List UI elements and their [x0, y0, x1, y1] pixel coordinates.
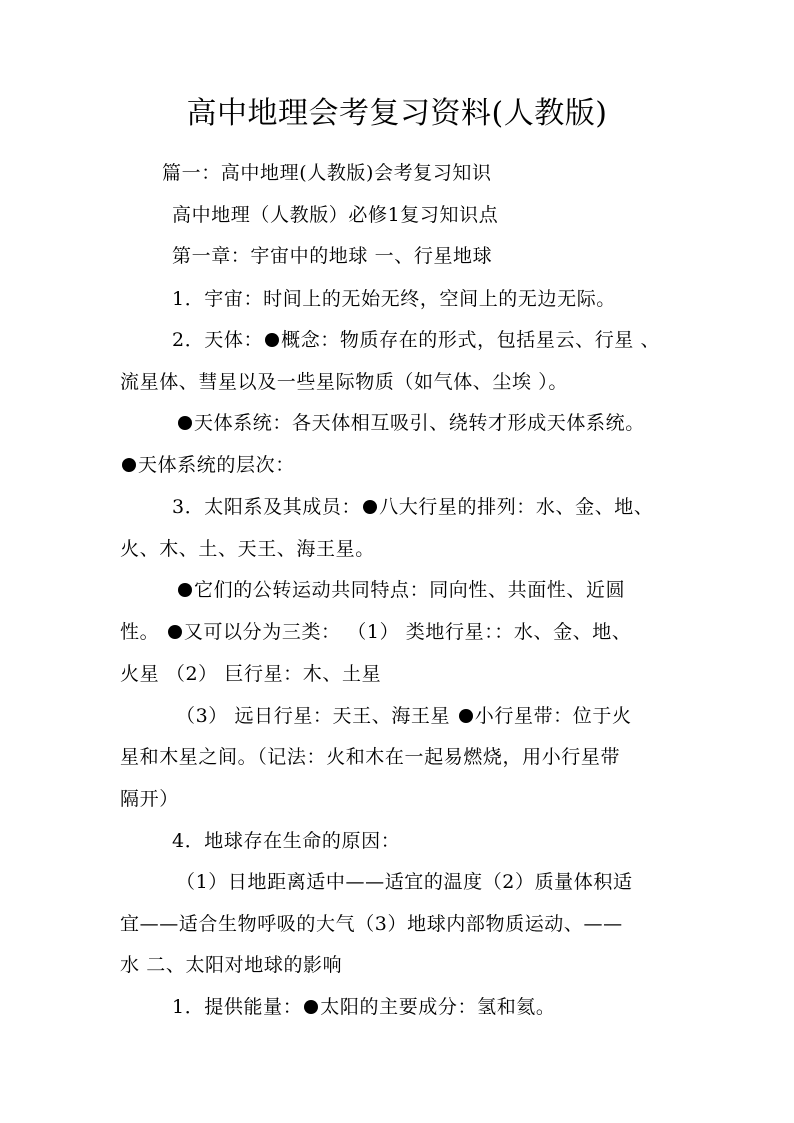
section-heading: 篇一：高中地理(人教版)会考复习知识 — [162, 162, 492, 184]
paragraph-text: 八大行星的排列：水、金、地、 — [379, 496, 654, 518]
paragraph-lead: 1．提供能量： — [172, 996, 303, 1018]
paragraph-life-reasons: 4．地球存在生命的原因： — [172, 830, 401, 852]
paragraph-text: 又可以分为三类： （1） 类地行星：：水、金、地、 — [183, 621, 632, 643]
bullet-icon — [178, 583, 192, 597]
paragraph-lead: （3） 远日行星：天王、海王星 — [176, 705, 457, 727]
bullet-icon — [178, 416, 192, 430]
paragraph-universe: 1．宇宙：时间上的无始无终，空间上的无边无际。 — [172, 288, 616, 310]
paragraph-text: 它们的公转运动共同特点：同向性、共面性、近圆 — [194, 579, 626, 601]
paragraph-celestial-body — [172, 327, 660, 353]
subtitle: 高中地理（人教版）必修1复习知识点 — [172, 204, 499, 226]
paragraph-text: 天体系统：各天体相互吸引、绕转才形成天体系统。 — [194, 412, 645, 434]
paragraph-asteroid-belt-cont: 隔开） — [120, 788, 179, 810]
paragraph-solar-system-cont: 火、木、土、天王、海王星。 — [120, 538, 375, 560]
paragraph-text: 概念：物质存在的形式，包括星云、行星 、 — [281, 329, 661, 351]
paragraph-lead: 3．太阳系及其成员： — [172, 496, 362, 518]
bullet-icon — [122, 458, 136, 472]
paragraph-text: 天体系统的层次： — [138, 454, 295, 476]
chapter-line: 第一章：宇宙中的地球 一、行星地球 — [172, 245, 493, 267]
bullet-icon — [304, 1000, 318, 1014]
paragraph-giant-planets: 火星 （2） 巨行星：木、土星 — [120, 663, 382, 685]
paragraph-lead: 2．天体： — [172, 329, 264, 351]
paragraph-outer-planets — [176, 703, 632, 729]
paragraph-lead: 性。 — [120, 621, 166, 643]
paragraph-sun-influence: 水 二、太阳对地球的影响 — [120, 954, 343, 976]
paragraph-celestial-body-cont: 流星体、彗星以及一些星际物质（如气体、尘埃 ）。 — [120, 371, 568, 393]
bullet-icon — [363, 500, 377, 514]
bullet-icon — [265, 333, 279, 347]
document-title: 高中地理会考复习资料(人教版) — [186, 96, 608, 131]
paragraph-reason-list: （1）日地距离适中——适宜的温度（2）质量体积适 — [176, 871, 633, 893]
paragraph-text: 小行星带：位于火 — [474, 705, 632, 727]
paragraph-planet-types — [120, 619, 632, 645]
paragraph-energy — [172, 994, 556, 1020]
bullet-icon — [168, 625, 182, 639]
paragraph-text: 太阳的主要成分：氢和氦。 — [320, 996, 556, 1018]
paragraph-system-levels — [120, 452, 295, 478]
paragraph-orbit-features — [176, 577, 625, 603]
bullet-icon — [459, 709, 473, 723]
paragraph-celestial-system — [176, 410, 645, 436]
paragraph-asteroid-belt: 星和木星之间。（记法：火和木在一起易燃烧，用小行星带 — [120, 746, 621, 768]
paragraph-solar-system — [172, 494, 654, 520]
paragraph-reason-list-cont: 宜——适合生物呼吸的大气（3）地球内部物质运动、—— — [120, 913, 623, 935]
